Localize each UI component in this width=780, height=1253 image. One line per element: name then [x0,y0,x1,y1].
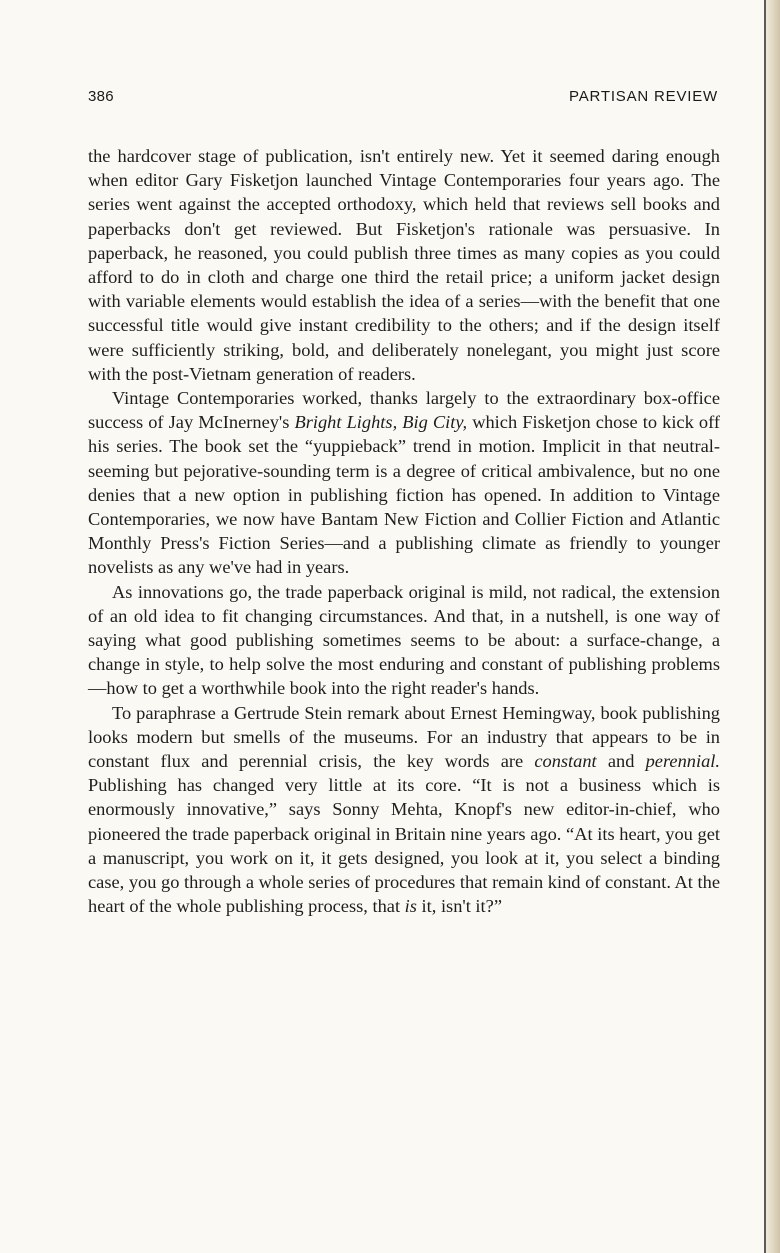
paragraph-text: which Fisketjon chose to kick off his series. The book set the “yuppieback” trend in motion. Implicit in that neutral-seeming but pejorative-sounding term is a degree of critical ambivalence, but no one denies that a new option in publishing fiction has opened. In addition to Vintage Contemporaries, we now have Bantam New Fiction and Collier Fiction and Atlantic Monthly Press's Fiction Series—and a publishing climate as friendly to younger novelists as any we've had in years. [88,412,720,578]
paragraph-4 [88,701,720,919]
running-header [88,88,718,110]
paragraph-text: Publishing has changed very little at its core. “It is not a business which is enormously innovative,” says Sonny Mehta, Knopf's new editor-in-chief, who pioneered the trade paperback original in Britain nine years ago. “At its heart, you get a manuscript, you work on it, it gets designed, you look at it, you select a binding case, you go through a whole series of procedures that remain kind of constant. At the heart of the whole publishing process, that [88,775,720,917]
paragraph-text: and [596,751,646,772]
emphasis-is: is [404,896,417,917]
book-title-italic: Bright Lights, Big City, [294,412,468,433]
article-body [88,144,720,919]
emphasis-perennial: perennial. [645,751,720,772]
page-number: 386 [88,88,114,105]
paragraph-text: Vintage Contemporaries worked, thanks largely to the extraordinary box-office success of Jay McInerney's [88,388,720,433]
emphasis-constant: constant [534,751,597,772]
paragraph-3 [88,580,720,701]
paragraph-text: the hardcover stage of publication, isn't entirely new. Yet it seemed daring enough when editor Gary Fisketjon launched Vintage Contemporaries four years ago. The series went against the accepted orthodoxy, which held that reviews sell books and paperbacks don't get reviewed. But Fisketjon's rationale was persuasive. In paperback, he reasoned, you could publish three times as many copies as you could afford to do in cloth and charge one third the retail price; a uniform jacket design with variable elements would establish the idea of a series—with the benefit that one successful title would give instant credibility to the others; and if the design itself were sufficiently striking, bold, and deliberately nonelegant, you might just score with the post-Vietnam generation of readers. [88,146,720,384]
paragraph-text: it, isn't it?” [416,896,502,917]
paragraph-text: To paraphrase a Gertrude Stein remark about Ernest Hemingway, book publishing looks modern but smells of the museums. For an industry that appears to be in constant flux and perennial crisis, the key words are [88,702,720,772]
paragraph-2 [88,386,720,580]
paragraph-text: As innovations go, the trade paperback original is mild, not radical, the extension of an old idea to fit changing circumstances. And that, in a nutshell, is one way of saying what good publishing sometimes seems to be about: a surface-change, a change in style, to help solve the most enduring and constant of publishing problems—how to get a worthwhile book into the right reader's hands. [88,581,720,699]
book-gutter-edge [764,0,766,1253]
journal-title: PARTISAN REVIEW [569,88,718,105]
book-spine-shadow [764,0,780,1253]
paragraph-1 [88,144,720,386]
